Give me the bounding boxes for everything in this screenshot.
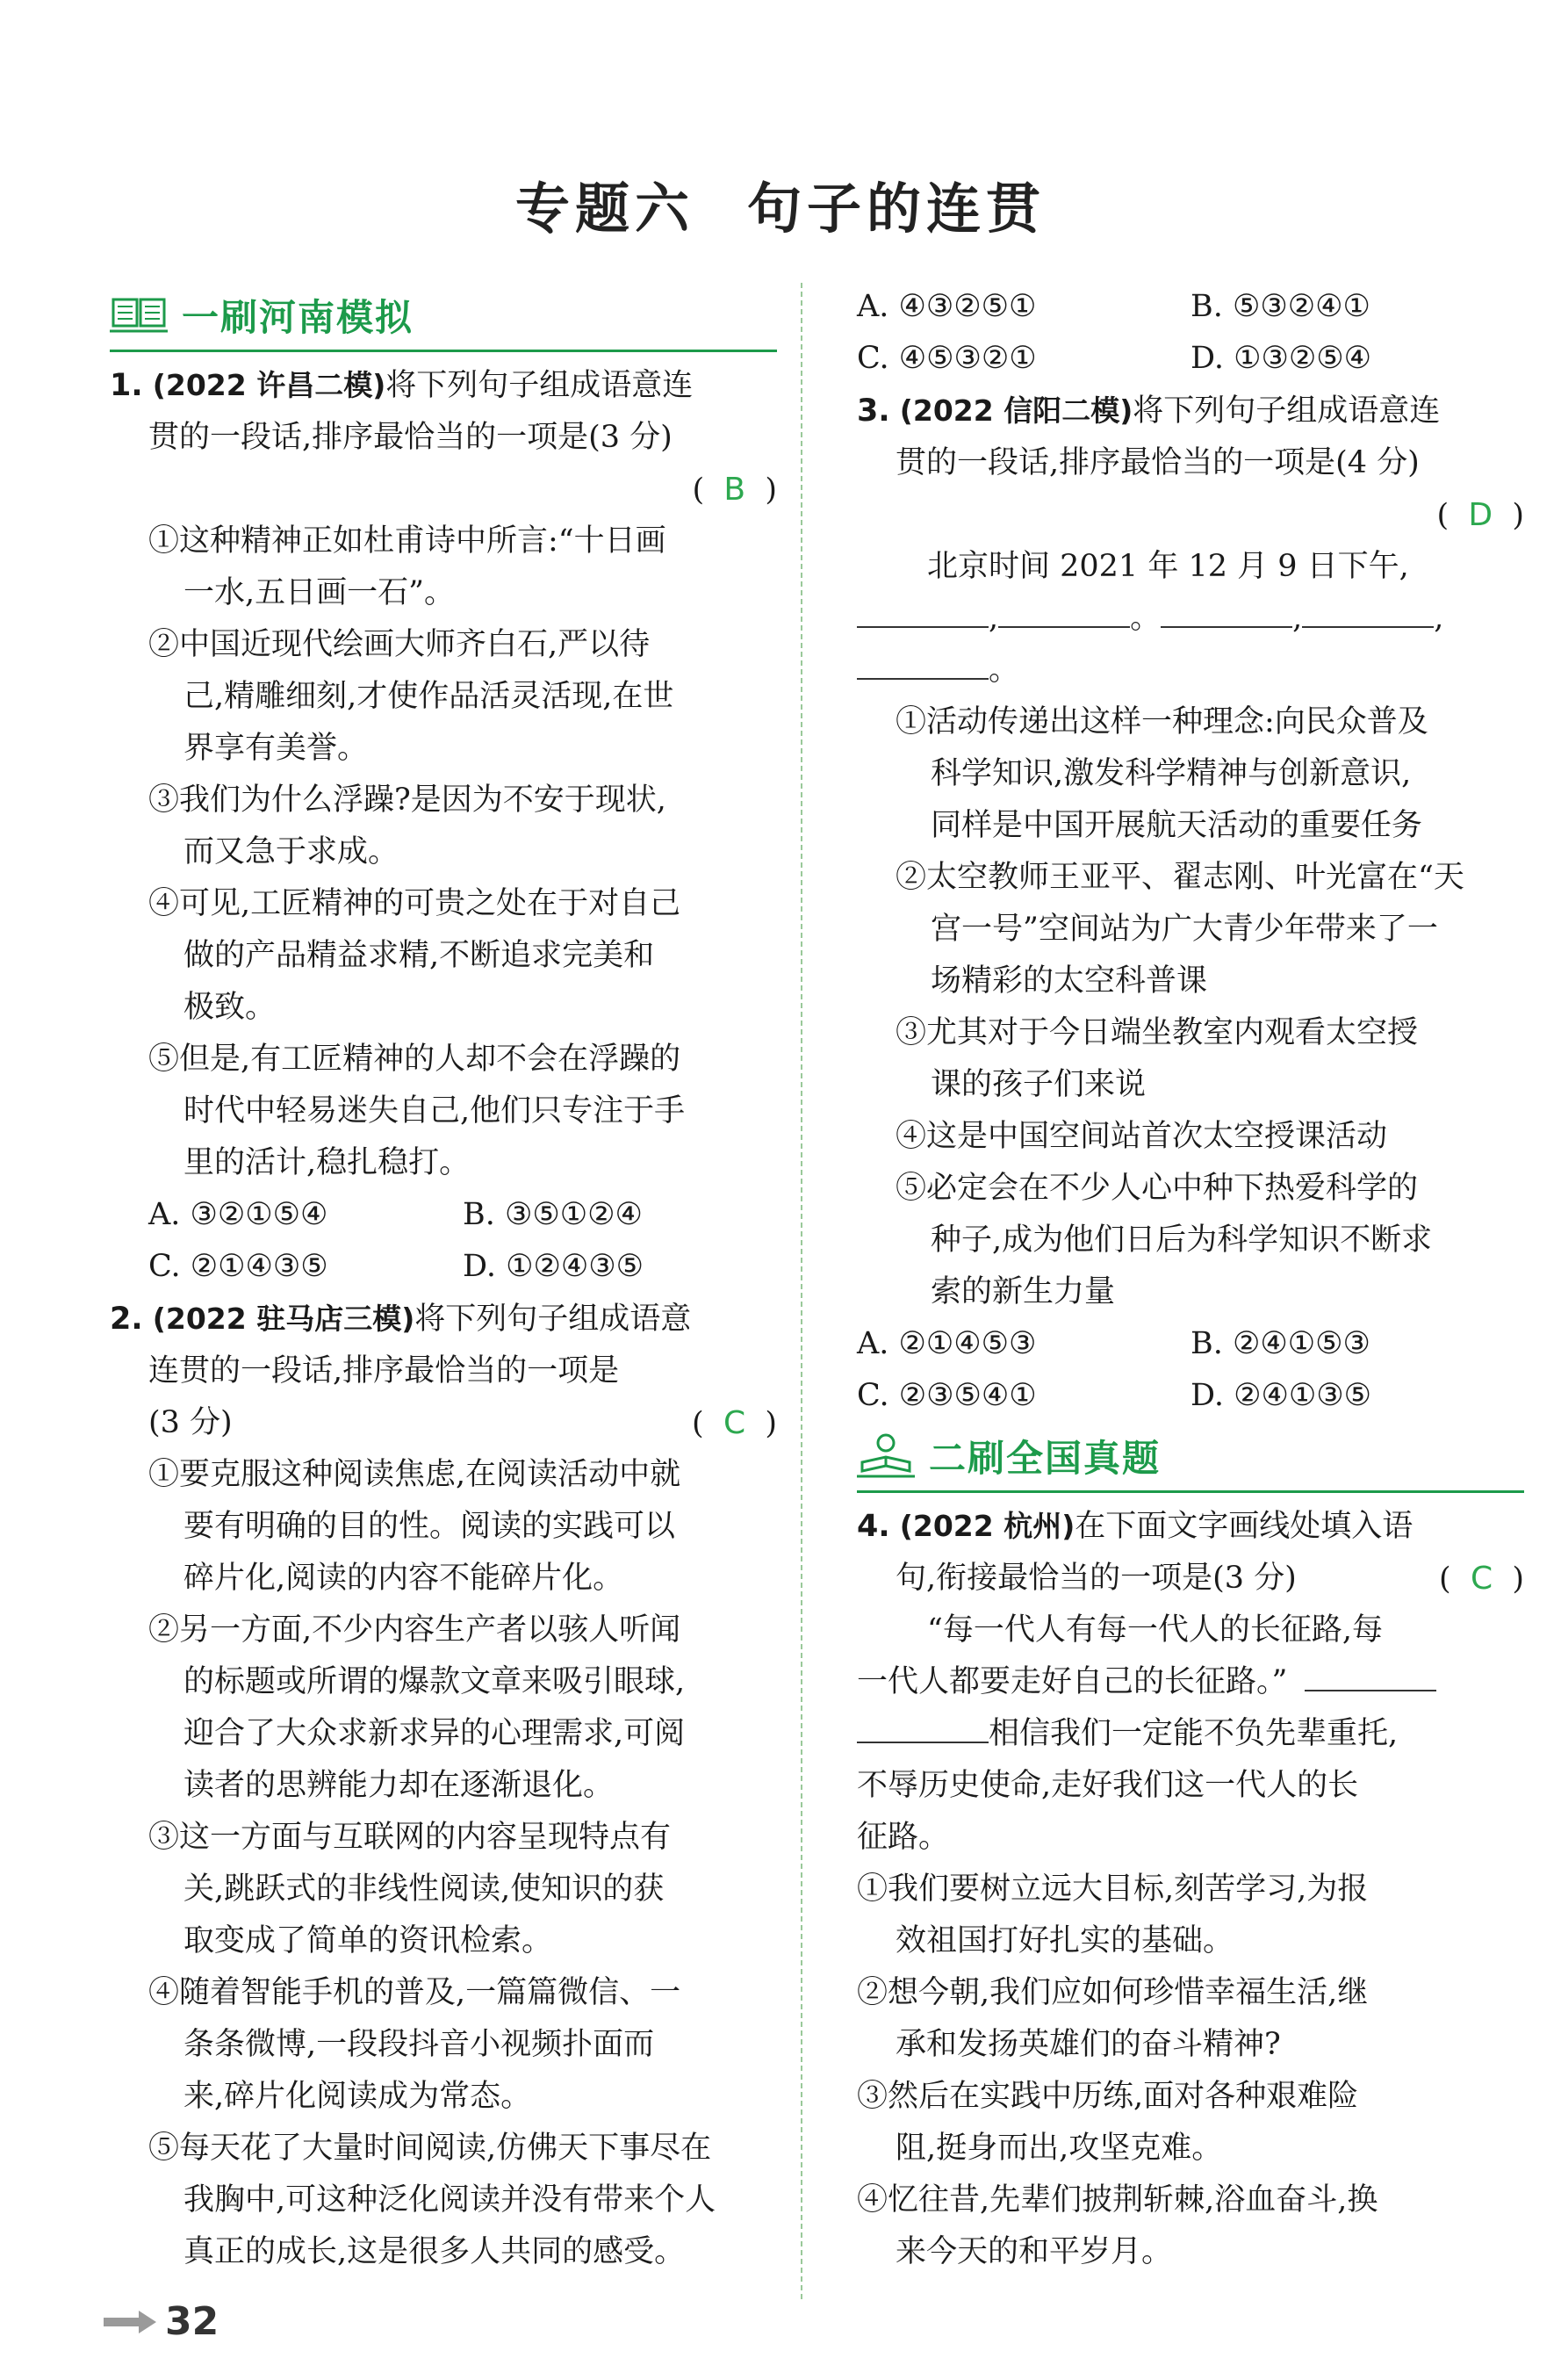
option-a: A. ③②①⑤④ (148, 1197, 328, 1232)
left-column (110, 281, 777, 2278)
question-2: 2. (2022 驻马店三模)将下列句子组成语意 连贯的一段话,排序最恰当的一项是 (3 分) ( C ) ①要克服这种阅读焦虑,在阅读活动中就 要有明确的目的性。阅读的实践可以 碎片化,阅读的内容不能碎片化。 ②另一方面,不少内容生产者以骇人听闻 的标题或所谓的爆款文章来吸引眼球, 迎合了大众求新求异的心理需求,可阅 读者的思辨能力却在逐渐退化。 ③这一方面与互联网的内容呈现特点有 关,跳跃式的非线性阅读,使知识的获 取变成了简单的资讯检索。 ④随着智能手机的普及,一篇篇微信、一 条条微博,一段段抖音小视频扑面而 来,碎片化阅读成为常态。 ⑤每天花了大量时间阅读,仿佛天下事尽在 我胸中,可这种泛化阅读并没有带来个人 真正的成长,这是很多人共同的感受。 (110, 1302, 777, 2269)
blank-line (998, 595, 1130, 628)
reader-icon (857, 1432, 915, 1480)
options-row (110, 1189, 777, 1241)
arrow-right-icon (104, 2309, 158, 2335)
section-header-national: 二刷全国真题 (857, 1422, 1524, 1493)
option-c: C. ②①④③⑤ (148, 1249, 328, 1284)
answer-bracket: ( C ) (1439, 1561, 1524, 1597)
options-row (857, 1318, 1524, 1370)
fill-blanks: , 。 , , (857, 593, 1524, 645)
blank-line (857, 1710, 989, 1743)
book-icon (110, 294, 168, 336)
option-b: B. ②④①⑤③ (1191, 1326, 1370, 1361)
column-divider (801, 283, 802, 2299)
blank-line (857, 646, 989, 680)
options-row (857, 281, 1524, 333)
option-a: A. ②①④⑤③ (857, 1326, 1037, 1361)
question-2-options (857, 281, 1524, 385)
page-title: 专题六 句子的连贯 (514, 177, 1047, 241)
blank-line (857, 595, 989, 628)
question-3: 3. (2022 信阳二模)将下列句子组成语意连 贯的一段话,排序最恰当的一项是(4 分) ( D ) 北京时间 2021 年 12 月 9 日下午, , 。 , , 。 ①活动传递出这样一种理念:向民众普及 科学知识,激发科学精神与创新意识, 同样是中国开展航天活动的重要任务 ②太空教师王亚平、翟志刚、叶光富在“天 宫一号”空间站为广大青少年带来了一 场精彩的太空科普课 ③尤其对于今日端坐教室内观看太空授 课的孩子们来说 ④这是中国空间站首次太空授课活动 ⑤必定会在不少人心中种下热爱科学的 种子,成为他们日后为科学知识不断求 索的新生力量 A. ②①④⑤③ B. ②④①⑤③ C. ②③⑤④① D. ②④①③⑤ (857, 385, 1524, 1422)
option-c: C. ②③⑤④① (857, 1378, 1037, 1413)
option-d: D. ②④①③⑤ (1191, 1378, 1371, 1413)
option-c: C. ④⑤③②① (857, 341, 1037, 376)
option-b: B. ⑤③②④① (1191, 289, 1370, 324)
option-d: D. ①②④③⑤ (463, 1249, 644, 1284)
option-a: A. ④③②⑤① (857, 289, 1037, 324)
answer-mark: D (1468, 497, 1493, 533)
section-header-henan: 一刷河南模拟 (110, 281, 777, 352)
blank-line (1161, 595, 1292, 628)
question-4: 4. (2022 杭州)在下面文字画线处填入语 句,衔接最恰当的一项是(3 分) ( C ) “每一代人有每一代人的长征路,每 一代人都要走好自己的长征路。” 相信我们一定能不负先辈重托, 不辱历史使命,走好我们这一代人的长 征路。 ①我们要树立远大目标,刻苦学习,为报 效祖国打好扎实的基础。 ②想今朝,我们应如何珍惜幸福生活,继 承和发扬英雄们的奋斗精神? ③然后在实践中历练,面对各种艰难险 阻,挺身而出,攻坚克难。 ④忆往昔,先辈们披荆斩棘,浴血奋斗,换 来今天的和平岁月。 (857, 1509, 1524, 2269)
options-row (857, 333, 1524, 385)
answer-bracket: ( C ) (692, 1405, 777, 1441)
options-row (857, 1370, 1524, 1422)
answer-bracket: ( D ) (1436, 497, 1524, 533)
option-d: D. ①③②⑤④ (1191, 341, 1371, 376)
answer-bracket: ( B ) (692, 472, 777, 508)
blank-line (1302, 595, 1434, 628)
right-column (857, 281, 1524, 2278)
answer-mark: C (1470, 1561, 1493, 1597)
question-1: 1. (2022 许昌二模)将下列句子组成语意连 贯的一段话,排序最恰当的一项是(3 分) ( B ) ①这种精神正如杜甫诗中所言:“十日画 一水,五日画一石”。 ②中国近现代绘画大师齐白石,严以待 己,精雕细刻,才使作品活灵活现,在世 界享有美誉。 ③我们为什么浮躁?是因为不安于现状, 而又急于求成。 ④可见,工匠精神的可贵之处在于对自己 做的产品精益求精,不断追求完美和 极致。 ⑤但是,有工匠精神的人却不会在浮躁的 时代中轻易迷失自己,他们只专注于手 里的活计,稳扎稳打。 A. ③②①⑤④ B. ③⑤①②④ C. ②①④③⑤ D. ①②④③⑤ (110, 359, 777, 1293)
option-b: B. ③⑤①②④ (463, 1197, 643, 1232)
blank-line (1305, 1658, 1436, 1691)
options-row (110, 1241, 777, 1293)
answer-mark: B (723, 472, 746, 508)
answer-mark: C (723, 1405, 746, 1441)
fill-blanks: 。 (857, 645, 1524, 696)
page-number: 32 (104, 2299, 219, 2344)
